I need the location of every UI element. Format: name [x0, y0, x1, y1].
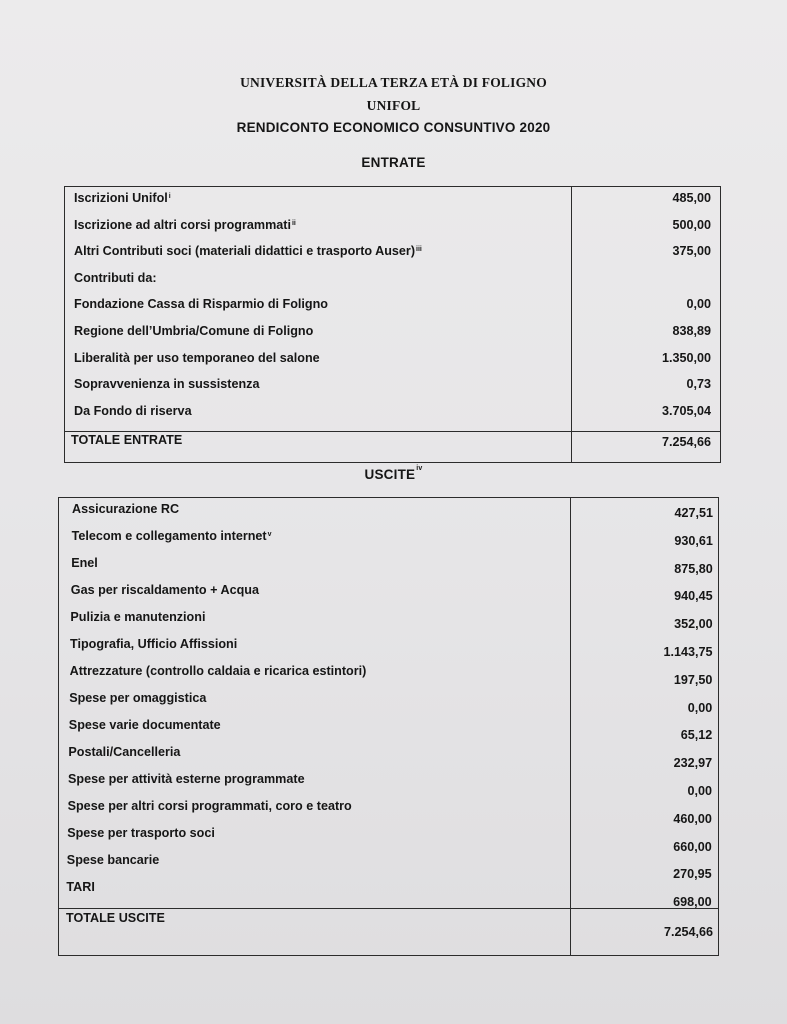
- entrate-row-label: Contributi da:: [74, 270, 157, 285]
- uscite-row-label: Spese per trasporto soci: [67, 826, 215, 840]
- uscite-row-value: 352,00: [674, 617, 713, 632]
- entrate-row-label: Regione dell’Umbria/Comune di Foligno: [74, 324, 314, 338]
- footnote-mark: v: [267, 531, 272, 538]
- entrate-row-label: Iscrizioni Unifol$^i$: [74, 191, 171, 205]
- entrate-total-label: TOTALE ENTRATE: [71, 433, 183, 447]
- uscite-row-value: 460,00: [673, 811, 712, 826]
- entrate-total-value: 7.254,66: [661, 435, 711, 449]
- entrate-row-label: Da Fondo di riserva: [74, 403, 192, 418]
- entrate-row-value: 485,00: [672, 191, 711, 205]
- institution-acronym: UNIFOL: [366, 98, 421, 113]
- entrate-row-value: 3.705,04: [661, 403, 711, 418]
- uscite-total-value: 7.254,66: [663, 925, 713, 939]
- entrate-row-label: Iscrizione ad altri corsi programmati$^{ii}$: [74, 217, 296, 232]
- footnote-mark: iii: [416, 246, 422, 254]
- report-title: RENDICONTO ECONOMICO CONSUNTIVO 2020: [236, 120, 551, 135]
- uscite-row-label: Spese per altri corsi programmati, coro e teatro: [67, 799, 352, 813]
- entrate-row-value: 0,73: [686, 377, 711, 392]
- uscite-row-value: 698,00: [673, 895, 712, 910]
- uscite-title: USCITE$^{iv}$: [364, 465, 423, 482]
- uscite-row-label: Assicurazione RC: [72, 502, 180, 516]
- uscite-row-label: Attrezzature (controllo caldaia e ricarica estintori): [69, 664, 367, 678]
- footnote-mark: i: [168, 193, 171, 200]
- uscite-row-value: 232,97: [673, 756, 713, 771]
- uscite-row-value: 270,95: [673, 867, 712, 882]
- entrate-row-value: 500,00: [672, 217, 711, 232]
- uscite-row-value: 0,00: [687, 784, 712, 798]
- uscite-row-value: 0,00: [687, 700, 713, 715]
- uscite-row-label: Postali/Cancelleria: [68, 745, 181, 759]
- uscite-row-value: 660,00: [673, 839, 712, 854]
- uscite-row-label: Pulizia e manutenzioni: [70, 610, 206, 624]
- uscite-row-label: Telecom e collegamento internet$^v$: [71, 529, 272, 543]
- uscite-row-value: 930,61: [674, 533, 713, 548]
- entrate-row-label: Sopravvenienza in sussistenza: [74, 377, 260, 392]
- uscite-total-label: TOTALE USCITE: [66, 911, 165, 925]
- uscite-row-label: Enel: [71, 556, 98, 570]
- entrate-row-value: 0,00: [686, 297, 711, 312]
- entrate-row-label: Altri Contributi soci (materiali didattici e trasporto Auser)$^{iii}$: [74, 244, 422, 259]
- uscite-row-value: 65,12: [680, 728, 713, 743]
- uscite-row-label: Spese per attività esterne programmate: [68, 772, 305, 786]
- uscite-row-label: Gas per riscaldamento + Acqua: [70, 583, 259, 597]
- entrate-row-label: Fondazione Cassa di Risparmio di Foligno: [74, 297, 328, 312]
- uscite-row-value: 875,80: [674, 561, 713, 576]
- entrate-row-value: 838,89: [672, 324, 711, 338]
- uscite-row-label: Spese varie documentate: [68, 718, 221, 732]
- uscite-row-label: Spese bancarie: [66, 853, 160, 867]
- entrate-title: ENTRATE: [361, 155, 426, 170]
- institution-name: UNIVERSITÀ DELLA TERZA ETÀ DI FOLIGNO: [240, 75, 547, 90]
- uscite-row-value: 940,45: [674, 589, 713, 604]
- entrate-row-value: 1.350,00: [661, 350, 711, 365]
- uscite-row-label: Tipografia, Ufficio Affissioni: [70, 637, 238, 651]
- uscite-row-value: 1.143,75: [663, 645, 713, 659]
- uscite-row-label: TARI: [66, 880, 95, 894]
- uscite-row-label: Spese per omaggistica: [69, 691, 207, 705]
- footnote-mark: ii: [291, 219, 296, 227]
- uscite-footnote-mark: iv: [416, 465, 423, 472]
- entrate-row-value: 375,00: [672, 244, 711, 259]
- uscite-row-value: 427,51: [674, 506, 713, 520]
- entrate-row-label: Liberalità per uso temporaneo del salone: [74, 350, 320, 365]
- uscite-row-value: 197,50: [673, 672, 713, 687]
